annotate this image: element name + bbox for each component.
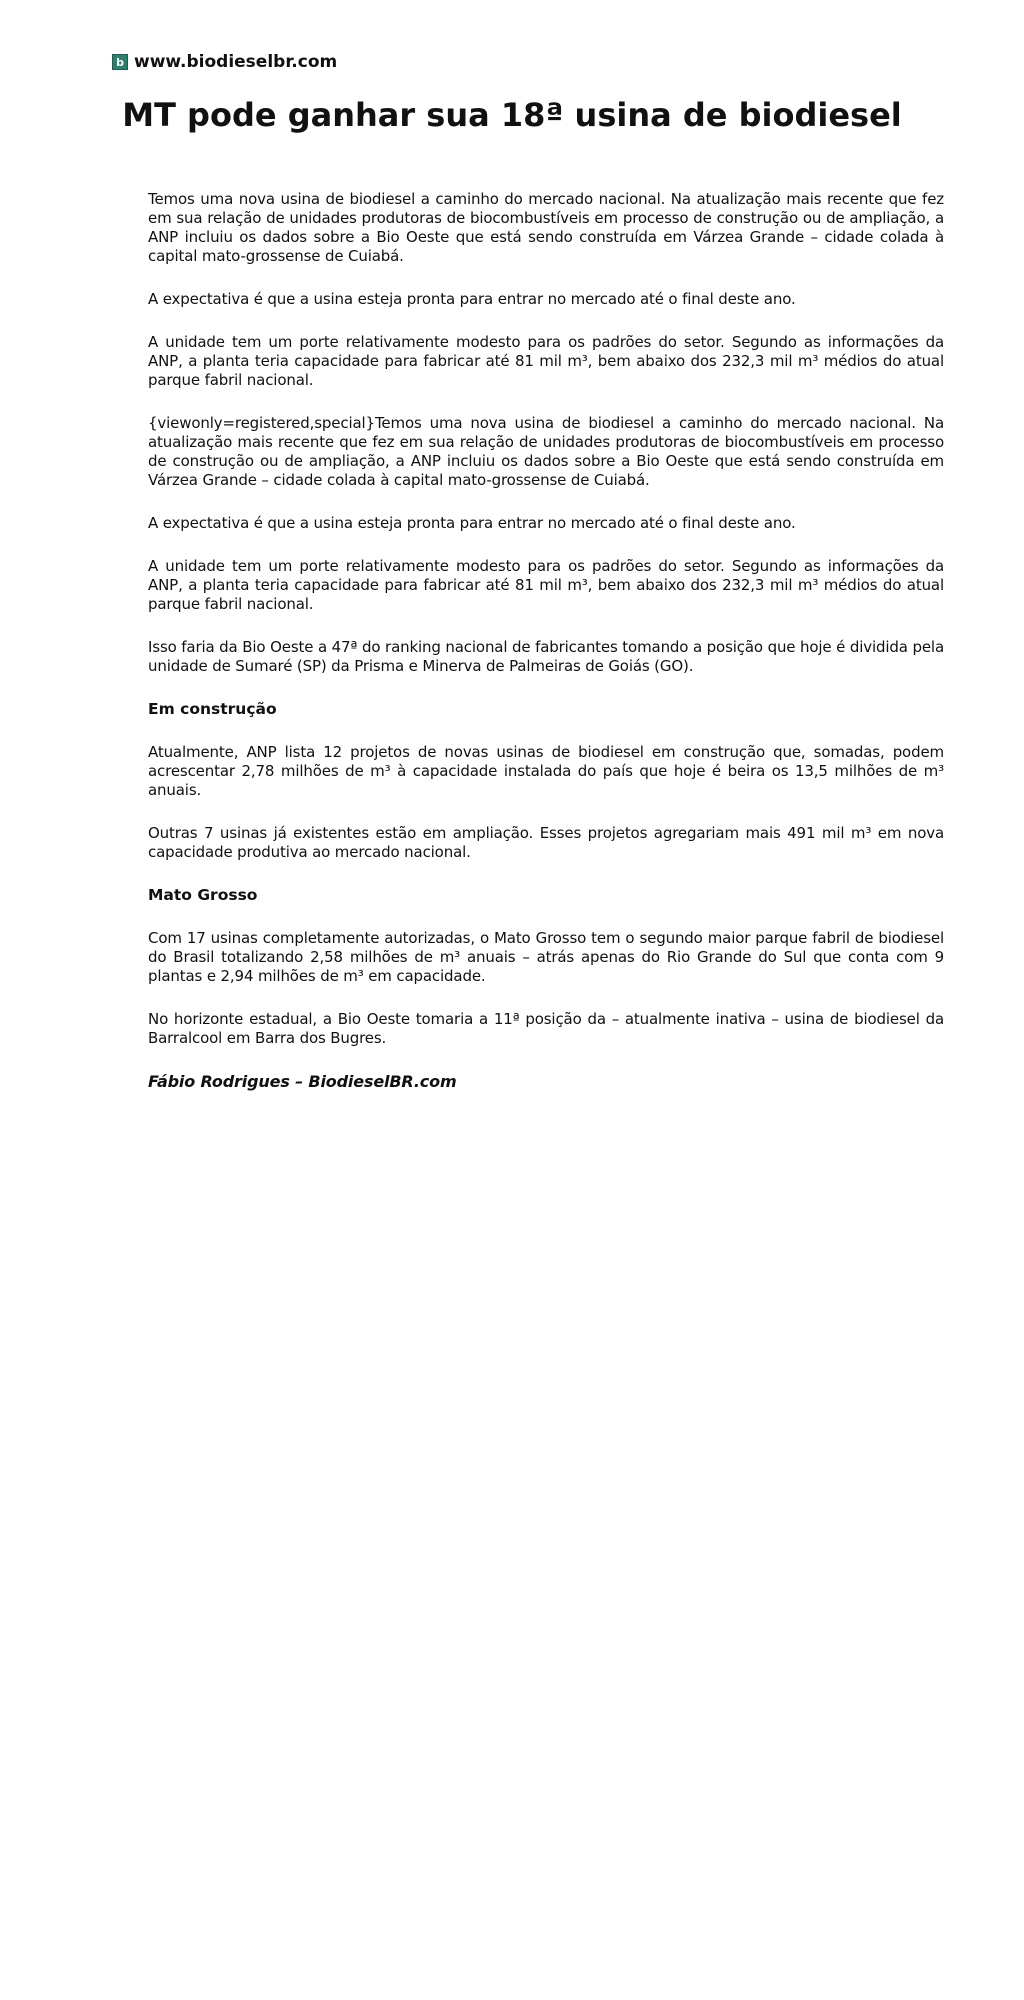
page-title: MT pode ganhar sua 18ª usina de biodiesel <box>122 96 902 134</box>
article-paragraph: A unidade tem um porte relativamente modesto para os padrões do setor. Segundo as informações da ANP, a planta teria capacidade para fabricar até 81 mil m³, bem abaixo dos 232,3 mil m³ médios do atual parque fabril nacional. <box>148 557 944 613</box>
article-paragraph: A unidade tem um porte relativamente modesto para os padrões do setor. Segundo as informações da ANP, a planta teria capacidade para fabricar até 81 mil m³, bem abaixo dos 232,3 mil m³ médios do atual parque fabril nacional. <box>148 333 944 389</box>
section-heading-mato-grosso: Mato Grosso <box>148 886 258 904</box>
article-body <box>148 190 944 1091</box>
article-paragraph: Com 17 usinas completamente autorizadas, o Mato Grosso tem o segundo maior parque fabril de biodiesel do Brasil totalizando 2,58 milhões de m³ anuais – atrás apenas do Rio Grande do Sul que conta com 9 plantas e 2,94 milhões de m³ em capacidade. <box>148 929 944 985</box>
article-paragraph: {viewonly=registered,special}Temos uma nova usina de biodiesel a caminho do mercado nacional. Na atualização mais recente que fez em sua relação de unidades produtoras de biocombustíveis em processo de construção ou de ampliação, a ANP incluiu os dados sobre a Bio Oeste que está sendo construída em Várzea Grande – cidade colada à capital mato-grossense de Cuiabá. <box>148 414 944 489</box>
article-paragraph: Outras 7 usinas já existentes estão em ampliação. Esses projetos agregariam mais 491 mil m³ em nova capacidade produtiva ao mercado nacional. <box>148 824 944 861</box>
author-byline: Fábio Rodrigues – BiodieselBR.com <box>148 1072 457 1091</box>
article-paragraph: A expectativa é que a usina esteja pronta para entrar no mercado até o final deste ano. <box>148 290 796 308</box>
site-header <box>112 52 337 72</box>
biodieselbr-logo-icon: b <box>112 54 128 70</box>
article-paragraph: Isso faria da Bio Oeste a 47ª do ranking nacional de fabricantes tomando a posição que hoje é dividida pela unidade de Sumaré (SP) da Prisma e Minerva de Palmeiras de Goiás (GO). <box>148 638 944 675</box>
article-paragraph: Atualmente, ANP lista 12 projetos de novas usinas de biodiesel em construção que, somadas, podem acrescentar 2,78 milhões de m³ à capacidade instalada do país que hoje é beira os 13,5 milhões de m³ anuais. <box>148 743 944 799</box>
article-paragraph: Temos uma nova usina de biodiesel a caminho do mercado nacional. Na atualização mais recente que fez em sua relação de unidades produtoras de biocombustíveis em processo de construção ou de ampliação, a ANP incluiu os dados sobre a Bio Oeste que está sendo construída em Várzea Grande – cidade colada à capital mato-grossense de Cuiabá. <box>148 190 944 265</box>
article-paragraph: A expectativa é que a usina esteja pronta para entrar no mercado até o final deste ano. <box>148 514 796 532</box>
article-paragraph: No horizonte estadual, a Bio Oeste tomaria a 11ª posição da – atualmente inativa – usina de biodiesel da Barralcool em Barra dos Bugres. <box>148 1010 944 1047</box>
site-url[interactable]: www.biodieselbr.com <box>134 52 338 72</box>
section-heading-em-construcao: Em construção <box>148 700 277 718</box>
